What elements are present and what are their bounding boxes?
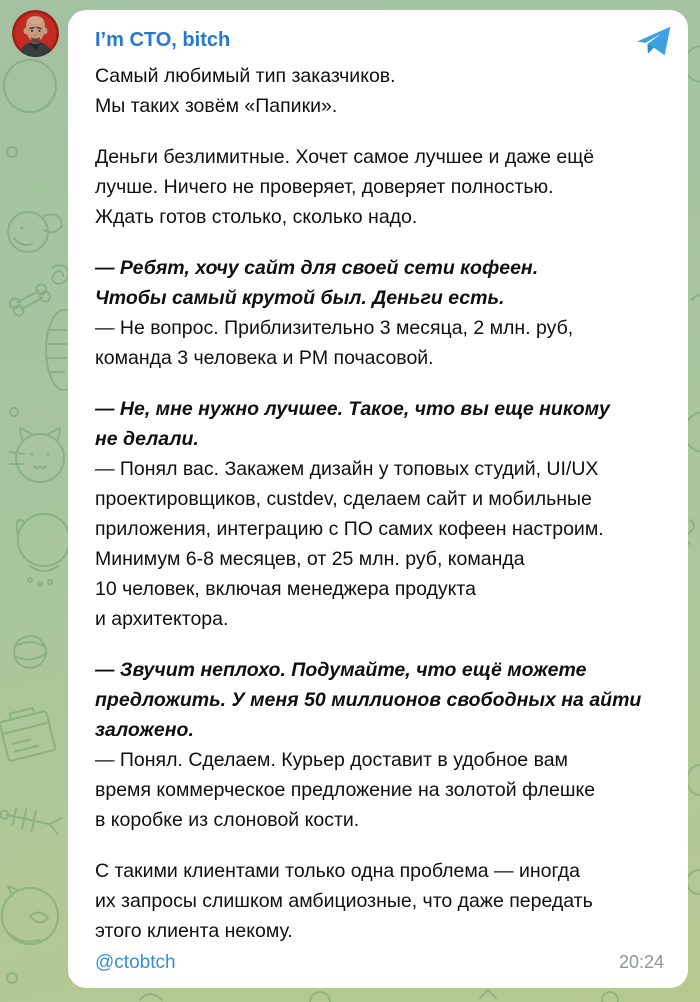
doodle-dog-collar-icon — [17, 514, 70, 586]
message-line: проектировщиков, custdev, сделаем сайт и мобильные — [95, 488, 592, 510]
message-line: в коробке из слоновой кости. — [95, 809, 360, 831]
message-line: Ждать готов столько, сколько надо. — [95, 206, 418, 228]
message-line: приложения, интеграцию с ПО самих кофеен настроим. — [95, 518, 604, 540]
message-paragraph — [95, 454, 664, 634]
doodle-box-icon — [0, 705, 56, 761]
message-bubble — [68, 10, 688, 988]
message-line: Мы таких зовём «Папики». — [95, 95, 338, 117]
doodle-bone-icon — [8, 283, 52, 318]
message-timestamp: 20:24 — [618, 952, 664, 972]
avatar-portrait-icon — [12, 10, 59, 57]
message-line: — Ребят, хочу сайт для своей сети кофеен. — [95, 257, 539, 279]
message-line: С такими клиентами только одна проблема — иногда — [95, 860, 580, 882]
message-paragraph — [95, 61, 664, 121]
message-line: и архитектора. — [95, 608, 229, 630]
message-paragraph — [95, 313, 664, 373]
message-paragraph — [95, 655, 664, 745]
doodle-dog-icon — [8, 212, 62, 252]
message-paragraph — [95, 142, 664, 232]
message-line: Самый любимый тип заказчиков. — [95, 65, 396, 87]
doodle-yarn-icon — [14, 636, 46, 668]
message-paragraph — [95, 745, 664, 835]
message-line: заложено. — [95, 719, 194, 741]
telegram-plane-icon[interactable] — [636, 25, 672, 57]
channel-avatar[interactable] — [12, 10, 59, 57]
doodle-fish-icon — [0, 804, 61, 836]
message-line: — Звучит неплохо. Подумайте, что ещё можете — [95, 659, 587, 681]
message-line: предложить. У меня 50 миллионов свободных на айти — [95, 689, 642, 711]
message-line: — Понял. Сделаем. Курьер доставит в удобное вам — [95, 749, 568, 771]
message-paragraph — [95, 253, 664, 313]
message-line: — Не вопрос. Приблизительно 3 месяца, 2 млн. руб, — [95, 317, 574, 339]
channel-mention-link[interactable]: @ctobtch — [95, 952, 176, 973]
message-paragraph — [95, 394, 664, 454]
doodle-cat-face-icon — [10, 428, 64, 482]
message-line: время коммерческое предложение на золотой флешке — [95, 779, 596, 801]
channel-name[interactable]: I’m CTO, bitch — [95, 29, 231, 51]
message-line: — Не, мне нужно лучшее. Такое, что вы еще никому — [95, 398, 610, 420]
message-paragraph — [95, 856, 664, 946]
doodle-spiral-icon — [52, 265, 69, 284]
message-line: не делали. — [95, 428, 199, 450]
message-line: лучше. Ничего не проверяет, доверяет полностью. — [95, 176, 554, 198]
message-line: 10 человек, включая менеджера продукта — [95, 578, 476, 600]
message-line: — Понял вас. Закажем дизайн у топовых студий, UI/UX — [95, 458, 599, 480]
message-line: этого клиента некому. — [95, 920, 293, 942]
message-footer — [95, 949, 664, 978]
message-body — [95, 61, 664, 946]
message-line: их запросы слишком амбициозные, что даже передать — [95, 890, 593, 912]
message-line: Чтобы самый крутой был. Деньги есть. — [95, 287, 505, 309]
message-line: Деньги безлимитные. Хочет самое лучшее и даже ещё — [95, 146, 595, 168]
message-line: команда 3 человека и PM почасовой. — [95, 347, 434, 369]
message-line: Минимум 6-8 месяцев, от 25 млн. руб, команда — [95, 548, 525, 570]
doodle-curled-cat-icon — [2, 886, 58, 944]
